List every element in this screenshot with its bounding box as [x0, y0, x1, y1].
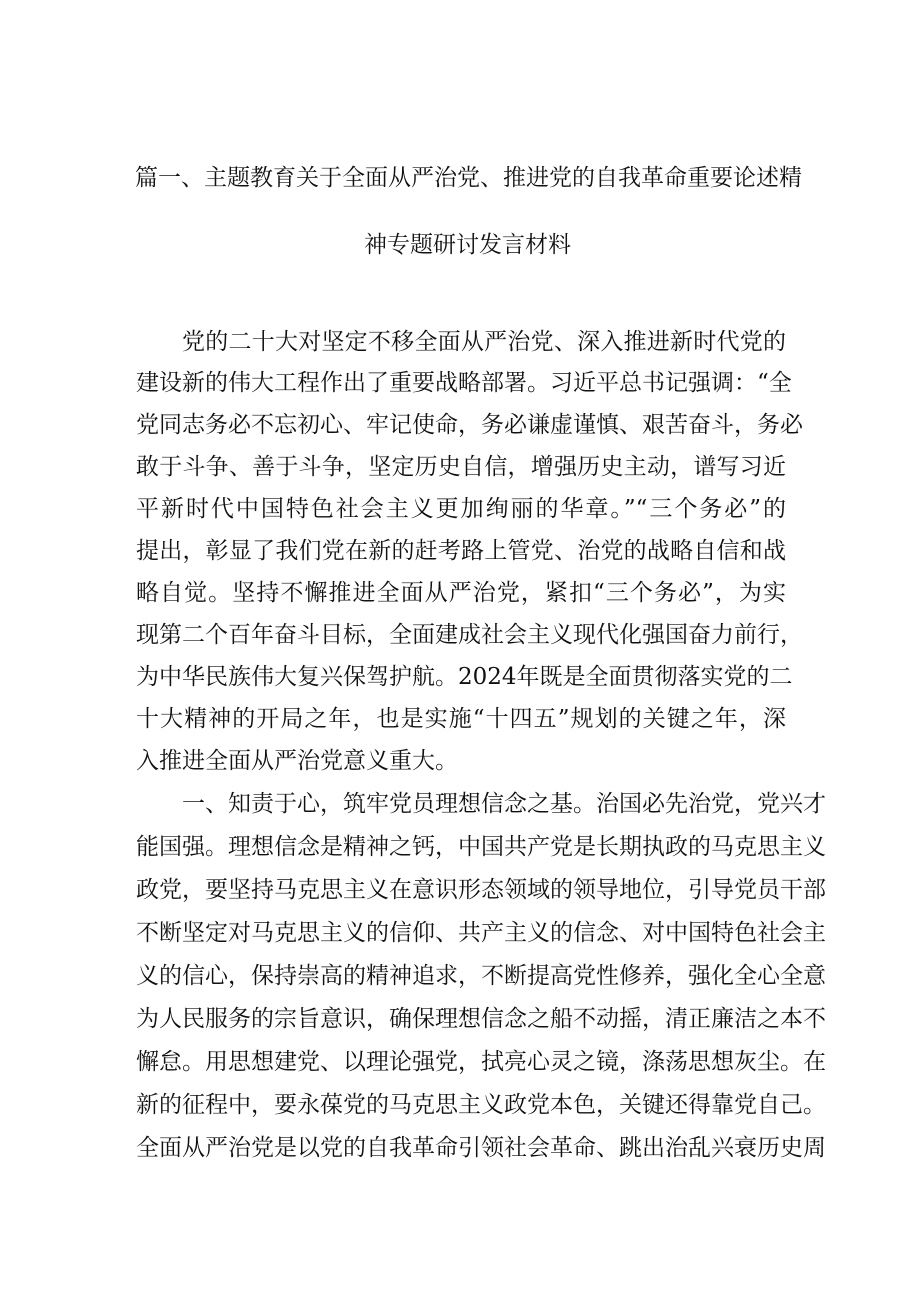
paragraph1-line-11: 入推进全面从严治党意义重大。 — [136, 748, 458, 774]
document-title-line-2: 神专题研讨发言材料 — [364, 232, 571, 258]
paragraph1-line-3: 党同志务必不忘初心、牢记使命，务必谦虚谨慎、艰苦奋斗，务必 — [136, 412, 803, 438]
paragraph2-line-6: 为人民服务的宗旨意识，确保理想信念之船不动摇，清正廉洁之本不 — [136, 1006, 826, 1032]
paragraph1-line-8: 现第二个百年奋斗目标，全面建成社会主义现代化强国奋力前行， — [136, 622, 803, 648]
paragraph2-line-5: 义的信心，保持崇高的精神追求，不断提高党性修养，强化全心全意 — [136, 963, 826, 989]
paragraph1-line-7: 略自觉。坚持不懈推进全面从严治党，紧扣“三个务必”，为实 — [136, 580, 786, 606]
document-title-line-1: 篇一、主题教育关于全面从严治党、推进党的自我革命重要论述精 — [135, 165, 802, 191]
paragraph1-line-2: 建设新的伟大工程作出了重要战略部署。习近平总书记强调：“全 — [136, 370, 792, 396]
paragraph2-line-3: 政党，要坚持马克思主义在意识形态领域的领导地位，引导党员干部 — [136, 877, 826, 903]
paragraph2-line-8: 新的征程中，要永葆党的马克思主义政党本色，关键还得靠党自己。 — [136, 1092, 826, 1118]
paragraph2-line-4: 不断坚定对马克思主义的信仰、共产主义的信念、对中国特色社会主 — [136, 920, 826, 946]
paragraph1-line-10: 十大精神的开局之年，也是实施“十四五”规划的关键之年，深 — [136, 706, 786, 732]
paragraph1-line-9: 为中华民族伟大复兴保驾护航。2024年既是全面贯彻落实党的二 — [136, 664, 793, 690]
paragraph2-line-2: 能国强。理想信念是精神之钙，中国共产党是长期执政的马克思主义 — [136, 834, 826, 860]
paragraph2-line-7: 懈怠。用思想建党、以理论强党，拭亮心灵之镜，涤荡思想灰尘。在 — [136, 1049, 826, 1075]
paragraph1-line-5: 平新时代中国特色社会主义更加绚丽的华章。”“三个务必”的 — [136, 496, 786, 522]
paragraph2-line-9: 全面从严治党是以党的自我革命引领社会革命、跳出治乱兴衰历史周 — [136, 1135, 826, 1161]
paragraph1-line-1: 党的二十大对坚定不移全面从严治党、深入推进新时代党的 — [182, 329, 786, 355]
paragraph2-line-1: 一、知责于心，筑牢党员理想信念之基。治国必先治党，党兴才 — [182, 791, 826, 817]
paragraph1-line-6: 提出，彰显了我们党在新的赶考路上管党、治党的战略自信和战 — [136, 538, 786, 564]
paragraph1-line-4: 敢于斗争、善于斗争，坚定历史自信，增强历史主动，谱写习近 — [136, 454, 786, 480]
